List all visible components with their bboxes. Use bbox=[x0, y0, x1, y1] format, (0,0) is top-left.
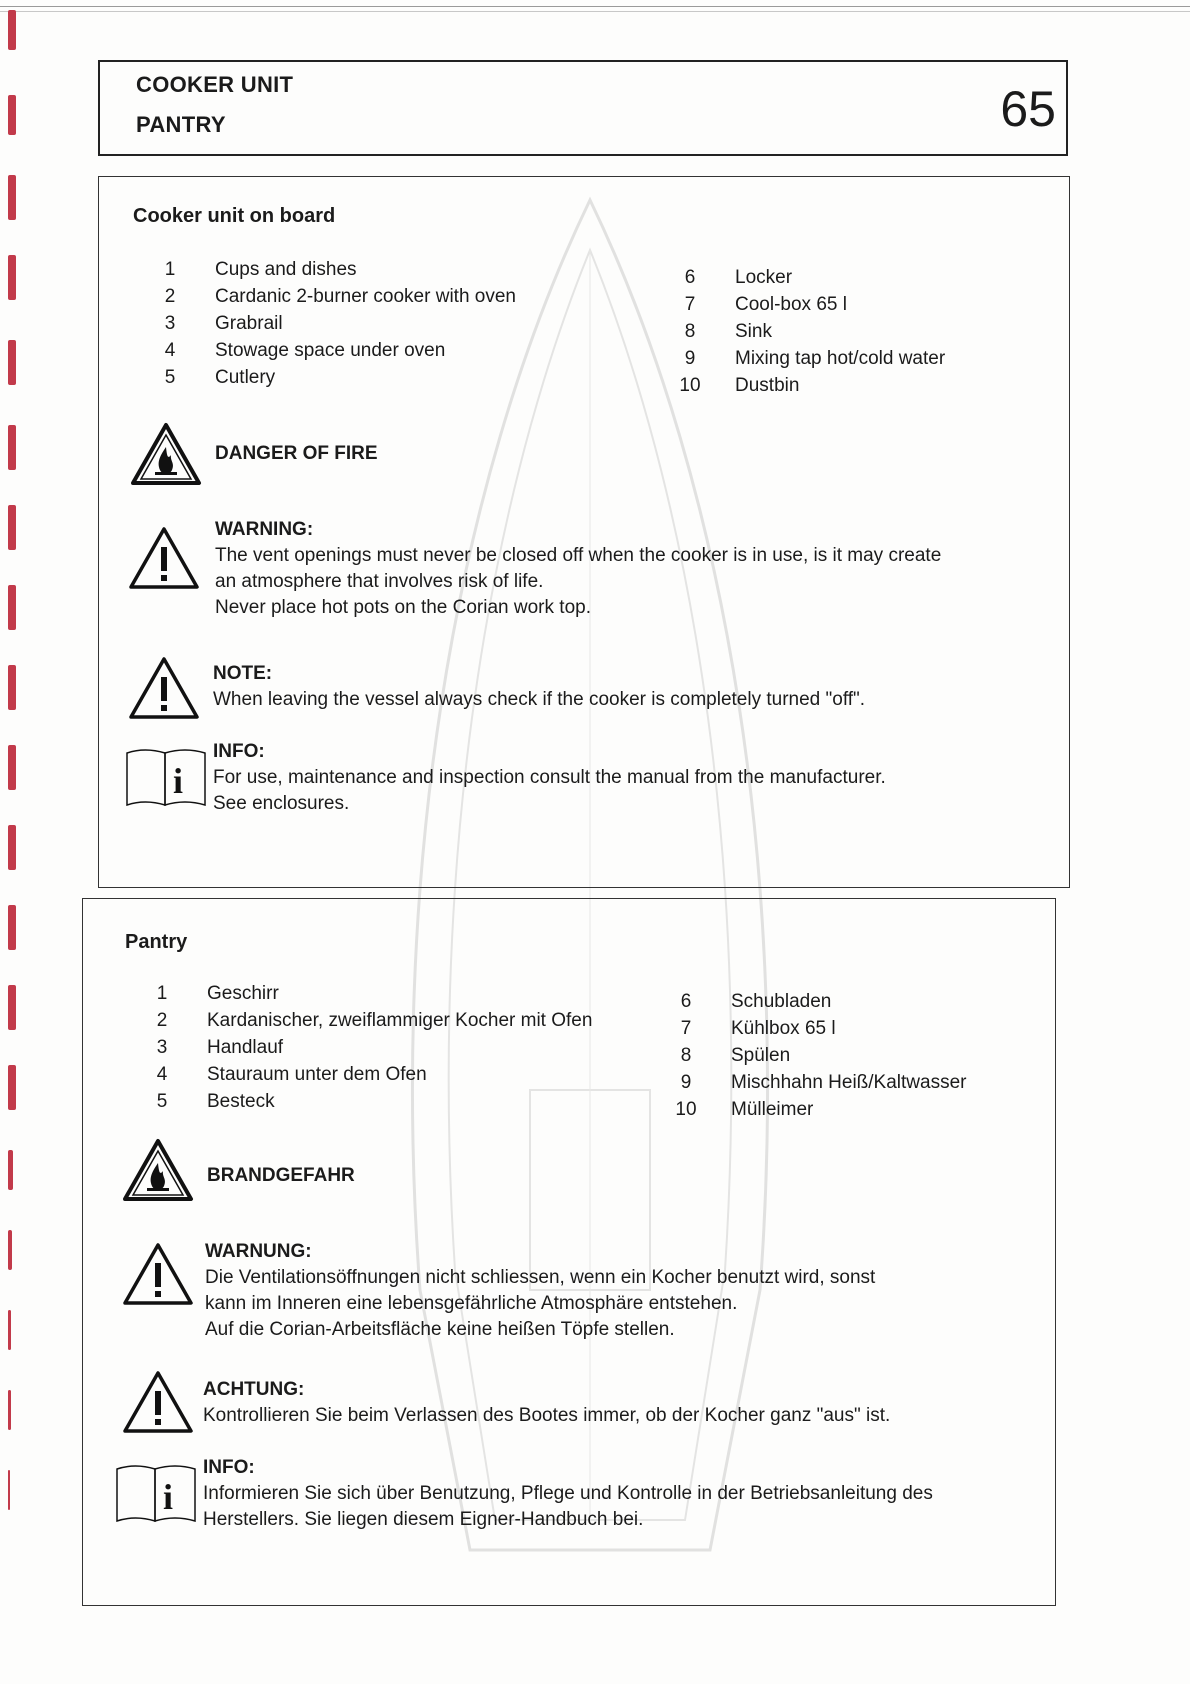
warning-icon bbox=[127, 525, 201, 591]
danger-of-fire-label: DANGER OF FIRE bbox=[215, 443, 378, 464]
fire-danger-icon bbox=[129, 421, 203, 487]
english-warning-section bbox=[215, 517, 941, 621]
brandgefahr-label: BRANDGEFAHR bbox=[207, 1165, 355, 1186]
german-danger-section bbox=[207, 1163, 355, 1189]
page-header bbox=[98, 60, 1068, 156]
info-book-icon bbox=[113, 1459, 199, 1525]
warning-text-line: Auf die Corian-Arbeitsfläche keine heißen Töpfe stellen. bbox=[205, 1319, 675, 1340]
achtung-text-line: Kontrollieren Sie beim Verlassen des Bootes immer, ob der Kocher ganz "aus" ist. bbox=[203, 1405, 891, 1426]
top-rule bbox=[0, 6, 1190, 12]
info-text-line: Informieren Sie sich über Benutzung, Pflege und Kontrolle in der Betriebsanleitung des bbox=[203, 1483, 933, 1504]
warnung-label: WARNUNG: bbox=[205, 1241, 312, 1262]
info-text-line: For use, maintenance and inspection consult the manual from the manufacturer. bbox=[213, 767, 886, 788]
warning-label: WARNING: bbox=[215, 519, 314, 540]
info-label: INFO: bbox=[203, 1457, 255, 1478]
warning-text-line: Die Ventilationsöffnungen nicht schliessen, wenn ein Kocher benutzt wird, sonst bbox=[205, 1267, 876, 1288]
warning-icon bbox=[121, 1241, 195, 1307]
spiral-binding bbox=[8, 0, 22, 1684]
english-note-section bbox=[213, 661, 865, 713]
german-info-section bbox=[203, 1455, 933, 1533]
note-label: NOTE: bbox=[213, 663, 273, 684]
german-achtung-section bbox=[203, 1377, 890, 1429]
achtung-label: ACHTUNG: bbox=[203, 1379, 305, 1400]
info-book-icon bbox=[123, 743, 209, 809]
warning-text-line: kann im Inneren eine lebensgefährliche Atmosphäre entstehen. bbox=[205, 1293, 738, 1314]
english-panel: Cooker unit on board 1 Cups and dishes 2 Cardanic 2-burner cooker with oven 3 Grabrail 4 Stowage space under oven 5 Cutlery 6 Locker 7 Cool-box 65 l 8 Sink 9 Mixing tap hot/cold water 10 Dustbin DANGER OF FIRE WARNING: The vent openings must never be closed off when the cooker is in use, is it may create an atmosphere that involves risk of life. Never place hot pots on the Corian work top. NOTE: When leaving the vessel always check if the cooker is completely turned "off". i INFO: For use, maintenance and inspection consult the manual from the manufacturer. See enclosures. bbox=[98, 176, 1070, 888]
info-label: INFO: bbox=[213, 741, 265, 762]
svg-text:i: i bbox=[173, 761, 184, 801]
english-info-section bbox=[213, 739, 886, 817]
info-text-line: Herstellers. Sie liegen diesem Eigner-Handbuch bei. bbox=[203, 1509, 644, 1530]
note-caution-icon bbox=[127, 655, 201, 721]
svg-text:i: i bbox=[163, 1477, 174, 1517]
info-text-line: See enclosures. bbox=[213, 793, 350, 814]
german-panel: Pantry 1 Geschirr 2 Kardanischer, zweiflammiger Kocher mit Ofen 3 Handlauf 4 Stauraum unter dem Ofen 5 Besteck 6 Schubladen 7 Kühlbox 65 l 8 Spülen 9 Mischhahn Heiß/Kaltwasser 10 Mülleimer BRANDGEFAHR WARNUNG: Die Ventilationsöffnungen nicht schliessen, wenn ein Kocher benutzt wird, sonst kann im Inneren eine lebensgefährliche Atmosphäre entstehen. Auf die Corian-Arbeitsfläche keine heißen Töpfe stellen. ACHTUNG: Kontrollieren Sie beim Verlassen des Bootes immer, ob der Kocher ganz "aus" ist. i INFO: Informieren Sie sich über Benutzung, Pflege und Kontrolle in der Betriebsanleitung des Herstellers. Sie liegen diesem Eigner-Handbuch bei. bbox=[82, 898, 1056, 1606]
warning-text-line: The vent openings must never be closed off when the cooker is in use, is it may create bbox=[215, 545, 942, 566]
english-danger-section bbox=[215, 441, 378, 467]
page-number: 65 bbox=[1000, 81, 1056, 137]
warning-text-line: an atmosphere that involves risk of life. bbox=[215, 571, 544, 592]
caution-icon bbox=[121, 1369, 195, 1435]
note-text-line: When leaving the vessel always check if the cooker is completely turned "off". bbox=[213, 689, 866, 710]
header-title-pantry: PANTRY bbox=[136, 112, 226, 137]
warning-text-line: Never place hot pots on the Corian work top. bbox=[215, 597, 591, 618]
german-warning-section bbox=[205, 1239, 875, 1343]
english-panel-title: Cooker unit on board bbox=[133, 205, 336, 227]
fire-danger-icon bbox=[121, 1137, 195, 1203]
header-title-cooker-unit: COOKER UNIT bbox=[136, 72, 294, 97]
german-panel-title: Pantry bbox=[125, 931, 188, 953]
